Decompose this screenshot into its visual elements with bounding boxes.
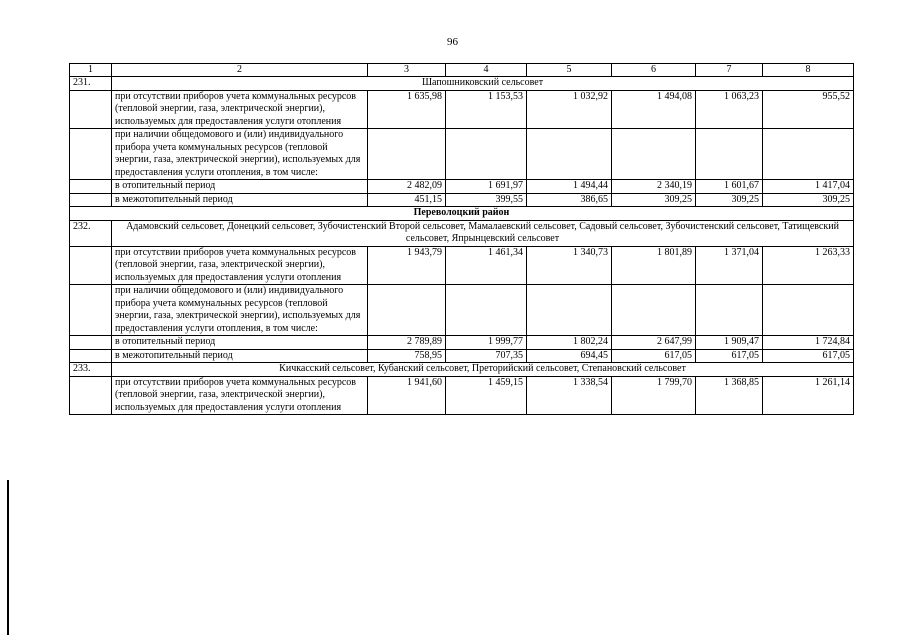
header-cell: 7 [696, 64, 763, 77]
value-cell: 1 338,54 [527, 376, 612, 415]
district-title: Переволоцкий район [70, 207, 854, 221]
value-cell: 617,05 [763, 349, 854, 363]
settlement-title: Шапошниковский сельсовет [112, 77, 854, 91]
value-cell: 1 494,44 [527, 180, 612, 194]
value-cell: 694,45 [527, 349, 612, 363]
value-cell: 758,95 [368, 349, 446, 363]
table-row [70, 285, 854, 336]
row-label: в отопительный период [112, 180, 368, 194]
header-cell: 6 [612, 64, 696, 77]
value-cell: 1 459,15 [446, 376, 527, 415]
page-edge-line [7, 480, 9, 635]
row-label: при наличии общедомового и (или) индивидуального прибора учета коммунальных ресурсов (тепловой энергии, газа, электрической энергии), используемых для предоставления услуги отопления, в том числе: [112, 129, 368, 180]
settlement-title: Кичкасский сельсовет, Кубанский сельсовет, Преторийский сельсовет, Степановский сельсовет [112, 363, 854, 377]
value-cell: 2 647,99 [612, 336, 696, 350]
table-row [70, 90, 854, 129]
table-row [70, 349, 854, 363]
table-row [70, 376, 854, 415]
value-cell: 309,25 [696, 193, 763, 207]
value-cell: 1 999,77 [446, 336, 527, 350]
value-cell: 1 032,92 [527, 90, 612, 129]
header-cell: 4 [446, 64, 527, 77]
table-row [70, 129, 854, 180]
value-cell: 1 494,08 [612, 90, 696, 129]
value-cell: 1 461,34 [446, 246, 527, 285]
value-cell: 1 909,47 [696, 336, 763, 350]
value-cell: 1 635,98 [368, 90, 446, 129]
value-cell: 617,05 [696, 349, 763, 363]
tariff-table [69, 63, 854, 415]
header-cell: 8 [763, 64, 854, 77]
row-label: в межотопительный период [112, 349, 368, 363]
value-cell: 707,35 [446, 349, 527, 363]
row-label: в межотопительный период [112, 193, 368, 207]
row-label: при отсутствии приборов учета коммунальных ресурсов (тепловой энергии, газа, электрической энергии), используемых для предоставления услуги отопления [112, 90, 368, 129]
value-cell: 1 724,84 [763, 336, 854, 350]
value-cell: 1 153,53 [446, 90, 527, 129]
value-cell: 2 482,09 [368, 180, 446, 194]
value-cell: 2 340,19 [612, 180, 696, 194]
header-cell: 1 [70, 64, 112, 77]
value-cell: 955,52 [763, 90, 854, 129]
header-row [70, 64, 854, 77]
value-cell: 1 691,97 [446, 180, 527, 194]
row-label: при отсутствии приборов учета коммунальных ресурсов (тепловой энергии, газа, электрической энергии), используемых для предоставления услуги отопления [112, 376, 368, 415]
value-cell: 1 368,85 [696, 376, 763, 415]
value-cell: 617,05 [612, 349, 696, 363]
table-row [70, 193, 854, 207]
value-cell: 309,25 [763, 193, 854, 207]
row-label: в отопительный период [112, 336, 368, 350]
value-cell: 2 789,89 [368, 336, 446, 350]
table-row [70, 246, 854, 285]
value-cell: 1 801,89 [612, 246, 696, 285]
value-cell: 1 941,60 [368, 376, 446, 415]
settlement-title: Адамовский сельсовет, Донецкий сельсовет, Зубочистенский Второй сельсовет, Мамалаевский сельсовет, Садовый сельсовет, Зубочистенский сельсовет, Татищевский сельсовет, Япрынцевский сельсовет [112, 220, 854, 246]
value-cell: 1 601,67 [696, 180, 763, 194]
value-cell: 1 417,04 [763, 180, 854, 194]
row-label: при отсутствии приборов учета коммунальных ресурсов (тепловой энергии, газа, электрической энергии), используемых для предоставления услуги отопления [112, 246, 368, 285]
page-number: 96 [447, 36, 458, 48]
value-cell: 1 340,73 [527, 246, 612, 285]
value-cell: 1 943,79 [368, 246, 446, 285]
value-cell: 1 802,24 [527, 336, 612, 350]
header-cell: 3 [368, 64, 446, 77]
group-title-row [70, 77, 854, 91]
row-number: 233. [70, 363, 112, 377]
value-cell: 1 263,33 [763, 246, 854, 285]
value-cell: 451,15 [368, 193, 446, 207]
group-title-row [70, 363, 854, 377]
header-cell: 5 [527, 64, 612, 77]
row-number: 231. [70, 77, 112, 91]
value-cell: 1 371,04 [696, 246, 763, 285]
row-label: при наличии общедомового и (или) индивидуального прибора учета коммунальных ресурсов (тепловой энергии, газа, электрической энергии), используемых для предоставления услуги отопления, в том числе: [112, 285, 368, 336]
value-cell: 309,25 [612, 193, 696, 207]
table-row [70, 336, 854, 350]
table-row [70, 180, 854, 194]
value-cell: 386,65 [527, 193, 612, 207]
value-cell: 1 063,23 [696, 90, 763, 129]
row-number: 232. [70, 220, 112, 246]
group-title-row [70, 220, 854, 246]
header-cell: 2 [112, 64, 368, 77]
value-cell: 399,55 [446, 193, 527, 207]
value-cell: 1 261,14 [763, 376, 854, 415]
value-cell: 1 799,70 [612, 376, 696, 415]
district-row [70, 207, 854, 221]
